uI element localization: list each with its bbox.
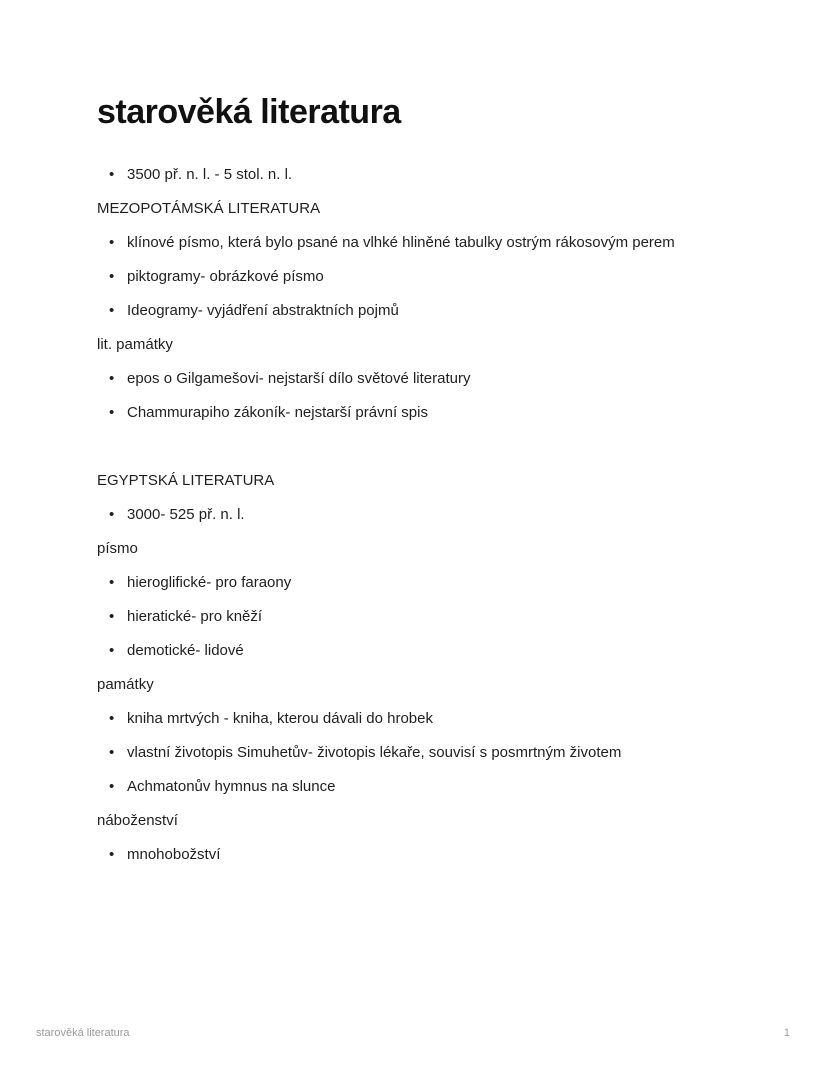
list-item (109, 741, 730, 765)
page-footer (36, 1027, 790, 1039)
section-heading: MEZOPOTÁMSKÁ LITERATURA (97, 199, 321, 217)
list-item-text: Chammurapiho zákoník- nejstarší právní spis (127, 403, 428, 421)
footer-document-name: starověká literatura (36, 1027, 130, 1039)
list-item (109, 231, 730, 255)
list-item (109, 367, 730, 391)
bullet-icon: • (109, 165, 115, 183)
list-item-text: 3000- 525 př. n. l. (127, 505, 245, 523)
blank-line (97, 435, 730, 459)
bullet-icon: • (109, 709, 115, 727)
bullet-icon: • (109, 233, 115, 251)
bullet-icon: • (109, 607, 115, 625)
bullet-icon: • (109, 369, 115, 387)
list-item (109, 503, 730, 527)
bullet-icon: • (109, 505, 115, 523)
list-item-text: piktogramy- obrázkové písmo (127, 267, 324, 285)
bullet-icon: • (109, 641, 115, 659)
bullet-icon: • (109, 403, 115, 421)
list-item-text: epos o Gilgamešovi- nejstarší dílo světové literatury (127, 369, 471, 387)
list-item-text: mnohobožství (127, 845, 221, 863)
list-item (109, 401, 730, 425)
bullet-icon: • (109, 743, 115, 761)
section-heading: lit. památky (97, 335, 173, 353)
list-item-text: hieroglifické- pro faraony (127, 573, 292, 591)
list-item (109, 571, 730, 595)
list-item-text: Ideogramy- vyjádření abstraktních pojmů (127, 301, 399, 319)
bullet-icon: • (109, 267, 115, 285)
section-heading: náboženství (97, 811, 178, 829)
list-item-text: 3500 př. n. l. - 5 stol. n. l. (127, 165, 293, 183)
list-item-text: Achmatonův hymnus na slunce (127, 777, 336, 795)
list-item-text: demotické- lidové (127, 641, 244, 659)
list-item (109, 707, 730, 731)
list-item (109, 775, 730, 799)
list-item (109, 163, 730, 187)
section-heading: EGYPTSKÁ LITERATURA (97, 471, 275, 489)
list-item (109, 605, 730, 629)
list-item-text: klínové písmo, která bylo psané na vlhké hliněné tabulky ostrým rákosovým perem (127, 233, 675, 251)
list-item (109, 639, 730, 663)
page-title: starověká literatura (97, 93, 401, 131)
footer-page-number: 1 (783, 1027, 790, 1039)
list-item (109, 299, 730, 323)
bullet-icon: • (109, 777, 115, 795)
bullet-icon: • (109, 573, 115, 591)
list-item-text: vlastní životopis Simuhetův- životopis lékaře, souvisí s posmrtným životem (127, 743, 622, 761)
section-heading: památky (97, 675, 154, 693)
section-heading: písmo (97, 539, 138, 557)
list-item (109, 265, 730, 289)
list-item-text: kniha mrtvých - kniha, kterou dávali do hrobek (127, 709, 433, 727)
list-item (109, 843, 730, 867)
list-item-text: hieratické- pro kněží (127, 607, 263, 625)
bullet-icon: • (109, 845, 115, 863)
bullet-icon: • (109, 301, 115, 319)
